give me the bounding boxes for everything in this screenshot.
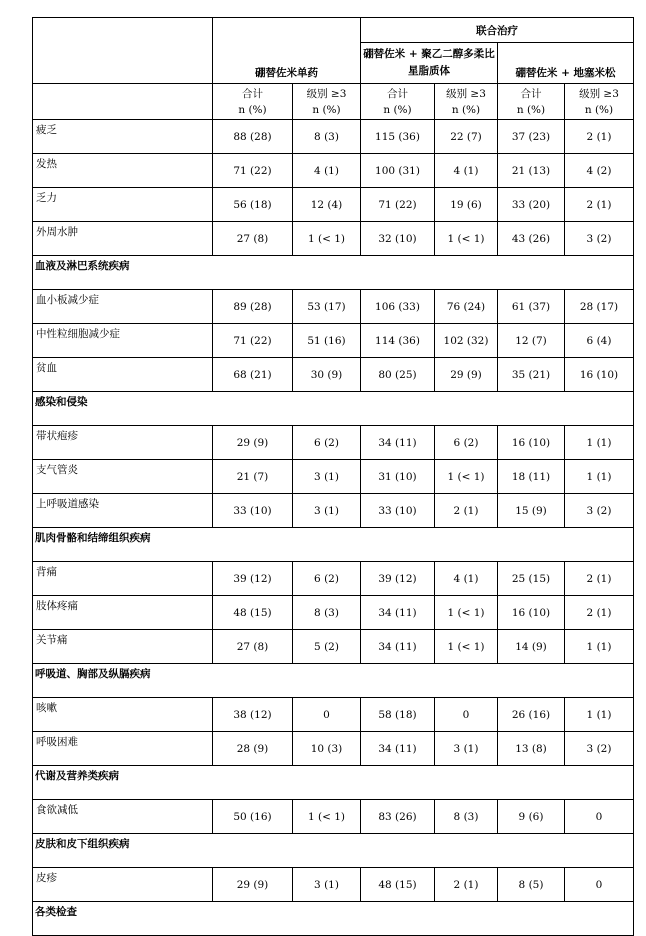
- value-cell: 29 (9): [435, 358, 498, 392]
- value-cell: 26 (16): [498, 698, 565, 732]
- mono-header: 硼替佐米单药: [213, 43, 361, 84]
- value-cell: 106 (33): [361, 290, 435, 324]
- value-cell: 9 (6): [498, 800, 565, 834]
- value-cell: 16 (10): [498, 596, 565, 630]
- section-spacer-row: [33, 279, 634, 290]
- section-header-row: [33, 902, 634, 926]
- adverse-event-term: 上呼吸道感染: [33, 494, 213, 528]
- table-row: [33, 800, 634, 834]
- adverse-event-term: 背痛: [33, 562, 213, 596]
- value-cell: 1 (< 1): [293, 222, 361, 256]
- table-row: [33, 154, 634, 188]
- value-cell: 29 (9): [213, 868, 293, 902]
- section-spacer: [33, 551, 634, 562]
- value-cell: 16 (10): [498, 426, 565, 460]
- value-cell: 3 (2): [565, 494, 634, 528]
- value-cell: 48 (15): [213, 596, 293, 630]
- col-unit-label: n (%): [238, 103, 267, 116]
- value-cell: 1 (1): [565, 630, 634, 664]
- section-spacer-row: [33, 415, 634, 426]
- table-row: [33, 222, 634, 256]
- section-spacer: [33, 687, 634, 698]
- value-cell: 43 (26): [498, 222, 565, 256]
- section-header: 各类检查: [33, 902, 634, 926]
- value-cell: 76 (24): [435, 290, 498, 324]
- header-row-1: [33, 18, 634, 43]
- value-cell: 12 (7): [498, 324, 565, 358]
- value-cell: 33 (20): [498, 188, 565, 222]
- value-cell: 102 (32): [435, 324, 498, 358]
- table-row: [33, 630, 634, 664]
- header-blank-mono: [213, 18, 361, 43]
- value-cell: 6 (2): [293, 562, 361, 596]
- section-header-row: [33, 664, 634, 688]
- adverse-event-term: 血小板减少症: [33, 290, 213, 324]
- value-cell: 4 (1): [293, 154, 361, 188]
- value-cell: 3 (1): [293, 494, 361, 528]
- value-cell: 83 (26): [361, 800, 435, 834]
- value-cell: 28 (17): [565, 290, 634, 324]
- section-spacer: [33, 857, 634, 868]
- section-spacer-row: [33, 925, 634, 936]
- header-blank-cell-2: [33, 84, 213, 120]
- value-cell: 1 (1): [565, 698, 634, 732]
- col-grade3-label: 级别 ≥3: [446, 87, 486, 100]
- table-row: [33, 290, 634, 324]
- value-cell: 1 (< 1): [435, 460, 498, 494]
- value-cell: 58 (18): [361, 698, 435, 732]
- value-cell: 3 (2): [565, 732, 634, 766]
- value-cell: 71 (22): [213, 324, 293, 358]
- table-row: [33, 120, 634, 154]
- adverse-event-term: 发热: [33, 154, 213, 188]
- value-cell: 100 (31): [361, 154, 435, 188]
- table-row: [33, 358, 634, 392]
- value-cell: 51 (16): [293, 324, 361, 358]
- value-cell: 29 (9): [213, 426, 293, 460]
- value-cell: 35 (21): [498, 358, 565, 392]
- section-header: 感染和侵染: [33, 392, 634, 416]
- col-unit-label: n (%): [451, 103, 481, 116]
- value-cell: 3 (1): [293, 868, 361, 902]
- value-cell: 68 (21): [213, 358, 293, 392]
- value-cell: 0: [293, 698, 361, 732]
- value-cell: 0: [565, 868, 634, 902]
- value-cell: 13 (8): [498, 732, 565, 766]
- value-cell: 10 (3): [293, 732, 361, 766]
- header-blank-cell: [33, 18, 213, 84]
- col-header-grade3: [293, 84, 361, 120]
- value-cell: 18 (11): [498, 460, 565, 494]
- section-spacer-row: [33, 687, 634, 698]
- adverse-event-term: 关节痛: [33, 630, 213, 664]
- section-spacer: [33, 279, 634, 290]
- section-header: 呼吸道、胸部及纵膈疾病: [33, 664, 634, 688]
- value-cell: 2 (1): [565, 596, 634, 630]
- value-cell: 6 (4): [565, 324, 634, 358]
- table-row: [33, 732, 634, 766]
- value-cell: 3 (1): [293, 460, 361, 494]
- col-unit-label: n (%): [516, 103, 546, 116]
- value-cell: 6 (2): [293, 426, 361, 460]
- value-cell: 115 (36): [361, 120, 435, 154]
- adverse-event-term: 支气管炎: [33, 460, 213, 494]
- col-header-total: [213, 84, 293, 120]
- col-total-label: 合计: [242, 87, 263, 100]
- table-row: [33, 460, 634, 494]
- section-spacer-row: [33, 857, 634, 868]
- value-cell: 27 (8): [213, 222, 293, 256]
- section-header-row: [33, 256, 634, 280]
- combo-header: 联合治疗: [361, 18, 634, 43]
- value-cell: 30 (9): [293, 358, 361, 392]
- value-cell: 1 (1): [565, 460, 634, 494]
- value-cell: 2 (1): [435, 868, 498, 902]
- value-cell: 3 (1): [435, 732, 498, 766]
- value-cell: 34 (11): [361, 426, 435, 460]
- value-cell: 2 (1): [565, 188, 634, 222]
- combo2-header: 硼替佐米 + 地塞米松: [498, 43, 634, 84]
- col-unit-label: n (%): [584, 103, 614, 116]
- value-cell: 8 (3): [293, 596, 361, 630]
- value-cell: 4 (1): [435, 562, 498, 596]
- section-header-row: [33, 528, 634, 552]
- adverse-event-term: 乏力: [33, 188, 213, 222]
- value-cell: 2 (1): [565, 562, 634, 596]
- adverse-event-term: 中性粒细胞减少症: [33, 324, 213, 358]
- value-cell: 4 (2): [565, 154, 634, 188]
- value-cell: 14 (9): [498, 630, 565, 664]
- value-cell: 12 (4): [293, 188, 361, 222]
- value-cell: 4 (1): [435, 154, 498, 188]
- adverse-event-term: 食欲减低: [33, 800, 213, 834]
- value-cell: 1 (< 1): [435, 630, 498, 664]
- section-spacer: [33, 415, 634, 426]
- value-cell: 15 (9): [498, 494, 565, 528]
- adverse-event-term: 肢体疼痛: [33, 596, 213, 630]
- value-cell: 19 (6): [435, 188, 498, 222]
- value-cell: 3 (2): [565, 222, 634, 256]
- value-cell: 2 (1): [565, 120, 634, 154]
- table-row: [33, 324, 634, 358]
- adverse-event-term: 呼吸困难: [33, 732, 213, 766]
- table-row: [33, 698, 634, 732]
- col-grade3-label: 级别 ≥3: [579, 87, 619, 100]
- value-cell: 48 (15): [361, 868, 435, 902]
- value-cell: 0: [565, 800, 634, 834]
- value-cell: 21 (7): [213, 460, 293, 494]
- section-header: 血液及淋巴系统疾病: [33, 256, 634, 280]
- col-header-grade3: [435, 84, 498, 120]
- value-cell: 21 (13): [498, 154, 565, 188]
- value-cell: 88 (28): [213, 120, 293, 154]
- section-spacer-row: [33, 789, 634, 800]
- combo1-header: 硼替佐米 + 聚乙二醇多柔比星脂质体: [361, 43, 498, 84]
- adverse-event-term: 疲乏: [33, 120, 213, 154]
- col-header-grade3: [565, 84, 634, 120]
- value-cell: 25 (15): [498, 562, 565, 596]
- table-row: [33, 188, 634, 222]
- col-unit-label: n (%): [312, 103, 341, 116]
- col-total-label: 合计: [520, 87, 542, 100]
- value-cell: 34 (11): [361, 630, 435, 664]
- section-header-row: [33, 392, 634, 416]
- section-header-row: [33, 834, 634, 858]
- adverse-event-term: 带状疱疹: [33, 426, 213, 460]
- value-cell: 33 (10): [361, 494, 435, 528]
- col-grade3-label: 级别 ≥3: [306, 87, 347, 100]
- value-cell: 1 (1): [565, 426, 634, 460]
- value-cell: 2 (1): [435, 494, 498, 528]
- value-cell: 61 (37): [498, 290, 565, 324]
- adverse-events-table: [32, 17, 634, 936]
- col-header-total: [361, 84, 435, 120]
- value-cell: 8 (3): [293, 120, 361, 154]
- section-header: 肌肉骨骼和结缔组织疾病: [33, 528, 634, 552]
- table-row: [33, 494, 634, 528]
- value-cell: 56 (18): [213, 188, 293, 222]
- value-cell: 8 (3): [435, 800, 498, 834]
- section-header: 代谢及营养类疾病: [33, 766, 634, 790]
- value-cell: 34 (11): [361, 732, 435, 766]
- adverse-event-term: 咳嗽: [33, 698, 213, 732]
- value-cell: 114 (36): [361, 324, 435, 358]
- value-cell: 33 (10): [213, 494, 293, 528]
- value-cell: 39 (12): [213, 562, 293, 596]
- value-cell: 1 (< 1): [293, 800, 361, 834]
- value-cell: 32 (10): [361, 222, 435, 256]
- section-spacer: [33, 925, 634, 936]
- section-header: 皮肤和皮下组织疾病: [33, 834, 634, 858]
- value-cell: 16 (10): [565, 358, 634, 392]
- value-cell: 38 (12): [213, 698, 293, 732]
- section-header-row: [33, 766, 634, 790]
- value-cell: 28 (9): [213, 732, 293, 766]
- value-cell: 27 (8): [213, 630, 293, 664]
- adverse-event-term: 外周水肿: [33, 222, 213, 256]
- value-cell: 1 (< 1): [435, 596, 498, 630]
- col-total-label: 合计: [387, 87, 408, 100]
- value-cell: 71 (22): [361, 188, 435, 222]
- value-cell: 50 (16): [213, 800, 293, 834]
- col-header-total: [498, 84, 565, 120]
- value-cell: 37 (23): [498, 120, 565, 154]
- value-cell: 71 (22): [213, 154, 293, 188]
- value-cell: 0: [435, 698, 498, 732]
- table-row: [33, 868, 634, 902]
- header-row-3: [33, 84, 634, 120]
- section-spacer-row: [33, 551, 634, 562]
- value-cell: 22 (7): [435, 120, 498, 154]
- table-row: [33, 426, 634, 460]
- value-cell: 31 (10): [361, 460, 435, 494]
- table-row: [33, 596, 634, 630]
- value-cell: 1 (< 1): [435, 222, 498, 256]
- adverse-event-term: 皮疹: [33, 868, 213, 902]
- value-cell: 53 (17): [293, 290, 361, 324]
- value-cell: 89 (28): [213, 290, 293, 324]
- table-row: [33, 562, 634, 596]
- value-cell: 34 (11): [361, 596, 435, 630]
- value-cell: 5 (2): [293, 630, 361, 664]
- section-spacer: [33, 789, 634, 800]
- col-unit-label: n (%): [383, 103, 412, 116]
- value-cell: 8 (5): [498, 868, 565, 902]
- value-cell: 6 (2): [435, 426, 498, 460]
- value-cell: 39 (12): [361, 562, 435, 596]
- value-cell: 80 (25): [361, 358, 435, 392]
- adverse-event-term: 贫血: [33, 358, 213, 392]
